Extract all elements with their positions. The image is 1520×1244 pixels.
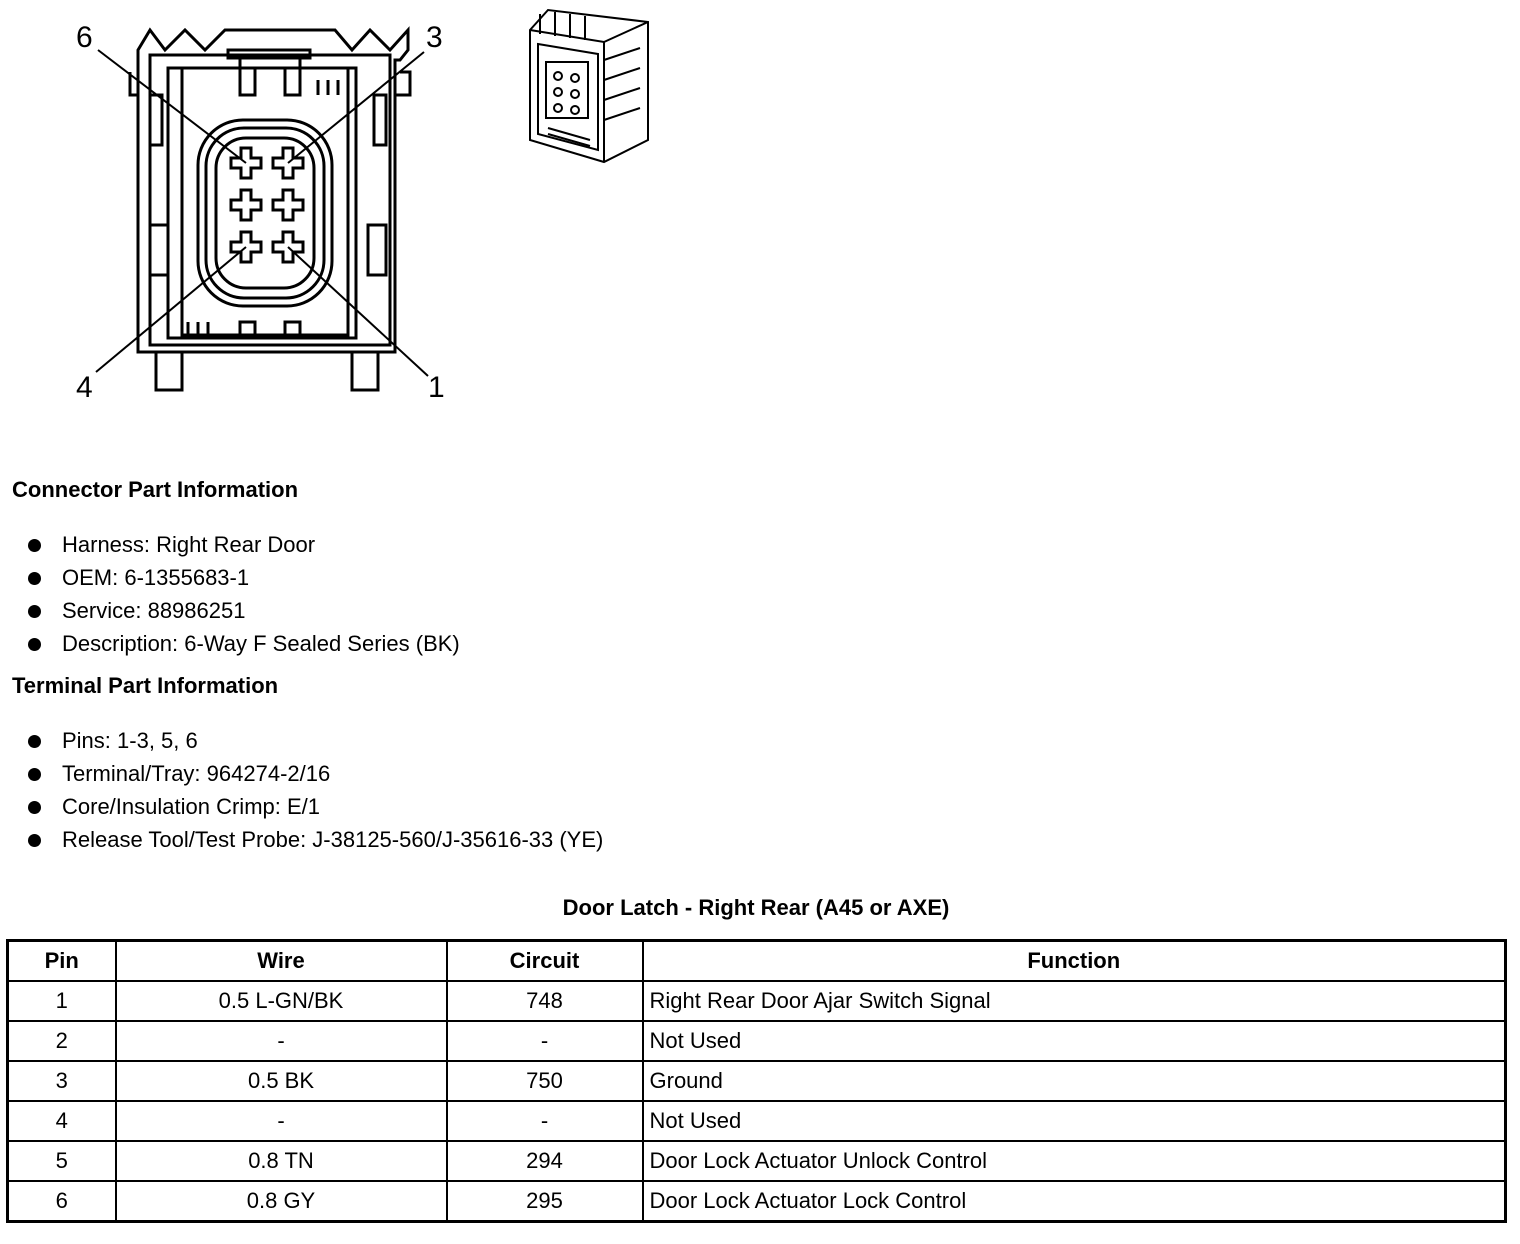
table-row bbox=[8, 1141, 1506, 1181]
cell-pin: 5 bbox=[8, 1141, 116, 1181]
pin-leader-lines bbox=[96, 50, 428, 376]
bullet-icon bbox=[28, 605, 41, 618]
table-row bbox=[8, 1021, 1506, 1061]
cell-function: Door Lock Actuator Lock Control bbox=[643, 1181, 1506, 1222]
connector-face-drawing bbox=[130, 30, 410, 390]
cell-function: Right Rear Door Ajar Switch Signal bbox=[643, 981, 1506, 1021]
cell-circuit: 748 bbox=[447, 981, 643, 1021]
cell-circuit: - bbox=[447, 1101, 643, 1141]
connector-3d-view bbox=[530, 10, 648, 162]
table-header-row bbox=[8, 941, 1506, 982]
header-pin: Pin bbox=[8, 941, 116, 982]
terminal-part-information-heading: Terminal Part Information bbox=[12, 673, 279, 698]
connector-part-information-list bbox=[28, 531, 460, 663]
list-item: Release Tool/Test Probe: J-38125-560/J-35616-33 (YE) bbox=[28, 826, 603, 859]
cavity-2 bbox=[273, 190, 303, 220]
cell-circuit: 750 bbox=[447, 1061, 643, 1101]
connector-part-information-heading: Connector Part Information bbox=[12, 477, 299, 502]
cell-pin: 2 bbox=[8, 1021, 116, 1061]
bullet-icon bbox=[28, 638, 41, 651]
bullet-icon bbox=[28, 834, 41, 847]
pin-label-1: 1 bbox=[428, 371, 445, 404]
pin-label-4: 4 bbox=[76, 371, 93, 404]
cell-wire: - bbox=[116, 1021, 447, 1061]
list-item: Terminal/Tray: 964274-2/16 bbox=[28, 760, 603, 793]
table-row bbox=[8, 1061, 1506, 1101]
cavity-5 bbox=[231, 190, 261, 220]
pinout-table-title: Door Latch - Right Rear (A45 or AXE) bbox=[562, 895, 950, 920]
connector-diagram bbox=[0, 0, 700, 420]
cell-pin: 1 bbox=[8, 981, 116, 1021]
table-row bbox=[8, 1181, 1506, 1222]
cell-function: Ground bbox=[643, 1061, 1506, 1101]
bullet-icon bbox=[28, 801, 41, 814]
cell-function: Not Used bbox=[643, 1021, 1506, 1061]
cell-wire: - bbox=[116, 1101, 447, 1141]
header-circuit: Circuit bbox=[447, 941, 643, 982]
list-item: Core/Insulation Crimp: E/1 bbox=[28, 793, 603, 826]
list-item: Harness: Right Rear Door bbox=[28, 531, 460, 564]
cell-function: Door Lock Actuator Unlock Control bbox=[643, 1141, 1506, 1181]
cell-wire: 0.5 BK bbox=[116, 1061, 447, 1101]
list-item: Description: 6-Way F Sealed Series (BK) bbox=[28, 630, 460, 663]
header-function: Function bbox=[643, 941, 1506, 982]
terminal-part-information-list bbox=[28, 727, 603, 859]
list-item: Service: 88986251 bbox=[28, 597, 460, 630]
pinout-table bbox=[6, 939, 1507, 1223]
cell-function: Not Used bbox=[643, 1101, 1506, 1141]
cell-circuit: - bbox=[447, 1021, 643, 1061]
cell-wire: 0.5 L-GN/BK bbox=[116, 981, 447, 1021]
pin-label-3: 3 bbox=[426, 21, 443, 54]
cell-wire: 0.8 TN bbox=[116, 1141, 447, 1181]
bullet-icon bbox=[28, 735, 41, 748]
table-row bbox=[8, 981, 1506, 1021]
cell-circuit: 295 bbox=[447, 1181, 643, 1222]
terminal-cavities bbox=[231, 148, 303, 262]
bullet-icon bbox=[28, 539, 41, 552]
bullet-icon bbox=[28, 572, 41, 585]
cell-pin: 4 bbox=[8, 1101, 116, 1141]
table-row bbox=[8, 1101, 1506, 1141]
pin-label-6: 6 bbox=[76, 21, 93, 54]
cell-wire: 0.8 GY bbox=[116, 1181, 447, 1222]
list-item: OEM: 6-1355683-1 bbox=[28, 564, 460, 597]
cell-circuit: 294 bbox=[447, 1141, 643, 1181]
list-item: Pins: 1-3, 5, 6 bbox=[28, 727, 603, 760]
cell-pin: 3 bbox=[8, 1061, 116, 1101]
header-wire: Wire bbox=[116, 941, 447, 982]
bullet-icon bbox=[28, 768, 41, 781]
cell-pin: 6 bbox=[8, 1181, 116, 1222]
